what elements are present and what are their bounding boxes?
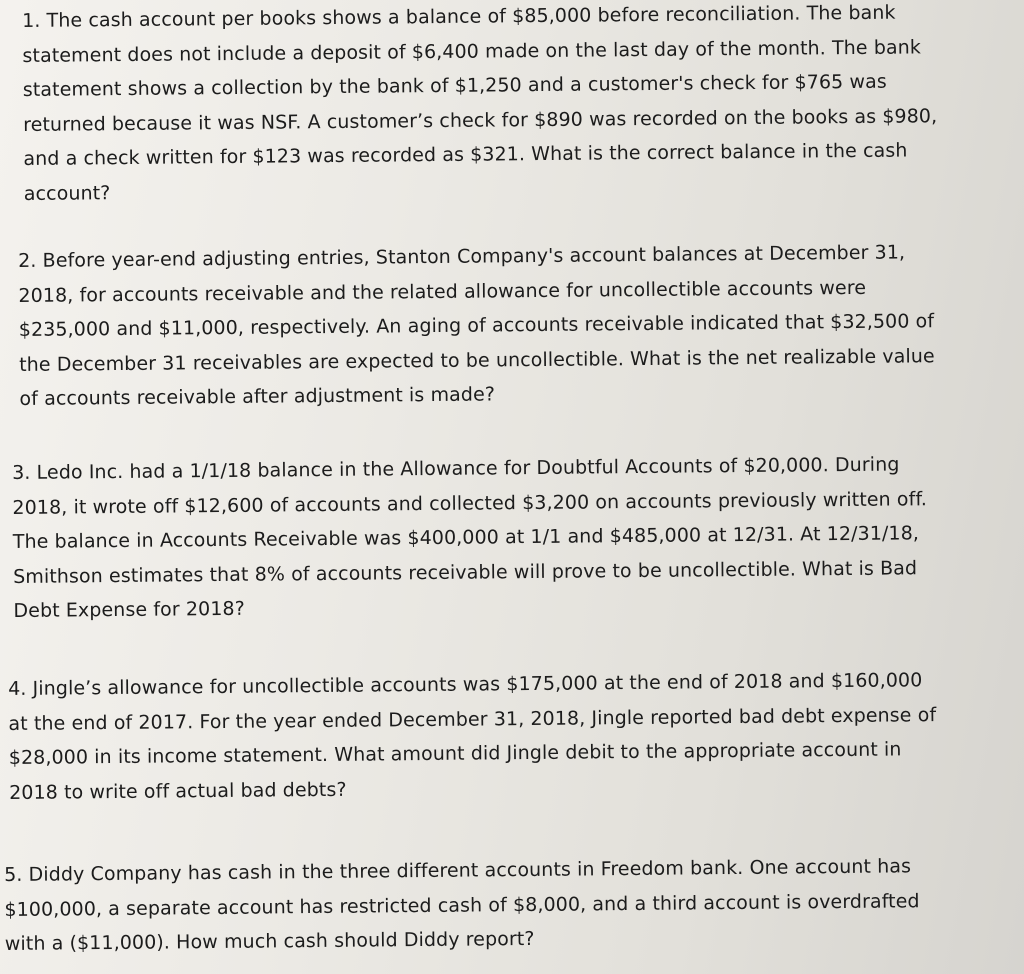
question-line: 4. Jingle’s allowance for uncollectible accounts was $175,000 at the end of 2018 and $160,000 bbox=[8, 669, 923, 700]
question-line: account? bbox=[23, 181, 111, 205]
question-line: statement shows a collection by the bank of $1,250 and a customer's check for $765 was bbox=[22, 70, 887, 101]
question-5 bbox=[4, 848, 1005, 961]
question-line: returned because it was NSF. A customer’s check for $890 was recorded on the books as $980, bbox=[23, 104, 938, 136]
question-line: 5. Diddy Company has cash in the three different accounts in Freedom bank. One account has bbox=[4, 855, 912, 886]
question-2 bbox=[18, 234, 1020, 416]
question-line: at the end of 2017. For the year ended December 31, 2018, Jingle reported bad debt expense of bbox=[8, 703, 937, 735]
question-line: the December 31 receivables are expected to be uncollectible. What is the net realizable value bbox=[19, 344, 935, 376]
question-line: 2018 to write off actual bad debts? bbox=[9, 778, 347, 804]
question-line: $28,000 in its income statement. What amount did Jingle debit to the appropriate account in bbox=[8, 738, 902, 769]
question-line: 2018, it wrote off $12,600 of accounts and collected $3,200 on accounts previously written off. bbox=[12, 487, 928, 519]
question-3 bbox=[12, 446, 1014, 628]
question-line: $100,000, a separate account has restricted cash of $8,000, and a third account is overdrafted bbox=[4, 889, 920, 921]
question-line: with a ($11,000). How much cash should Diddy report? bbox=[4, 927, 535, 955]
question-line: of accounts receivable after adjustment is made? bbox=[19, 383, 496, 410]
question-line: 3. Ledo Inc. had a 1/1/18 balance in the Allowance for Doubtful Accounts of $20,000. During bbox=[12, 453, 900, 484]
question-line: $235,000 and $11,000, respectively. An aging of accounts receivable indicated that $32,500 of bbox=[18, 310, 935, 341]
question-4 bbox=[8, 662, 1009, 810]
question-line: 2. Before year-end adjusting entries, Stanton Company's account balances at December 31, bbox=[18, 241, 906, 272]
question-line: Smithson estimates that 8% of accounts receivable will prove to be uncollectible. What is Bad bbox=[13, 556, 918, 588]
question-line: 2018, for accounts receivable and the related allowance for uncollectible accounts were bbox=[18, 276, 867, 307]
question-1 bbox=[22, 0, 1024, 211]
question-line: The balance in Accounts Receivable was $400,000 at 1/1 and $485,000 at 12/31. At 12/31/18, bbox=[12, 522, 920, 553]
question-line: and a check written for $123 was recorded as $321. What is the correct balance in the cash bbox=[23, 139, 908, 170]
question-line: statement does not include a deposit of $6,400 made on the last day of the month. The bank bbox=[22, 35, 922, 67]
question-line: 1. The cash account per books shows a balance of $85,000 before reconciliation. The bank bbox=[22, 1, 896, 32]
question-line: Debt Expense for 2018? bbox=[13, 597, 245, 622]
